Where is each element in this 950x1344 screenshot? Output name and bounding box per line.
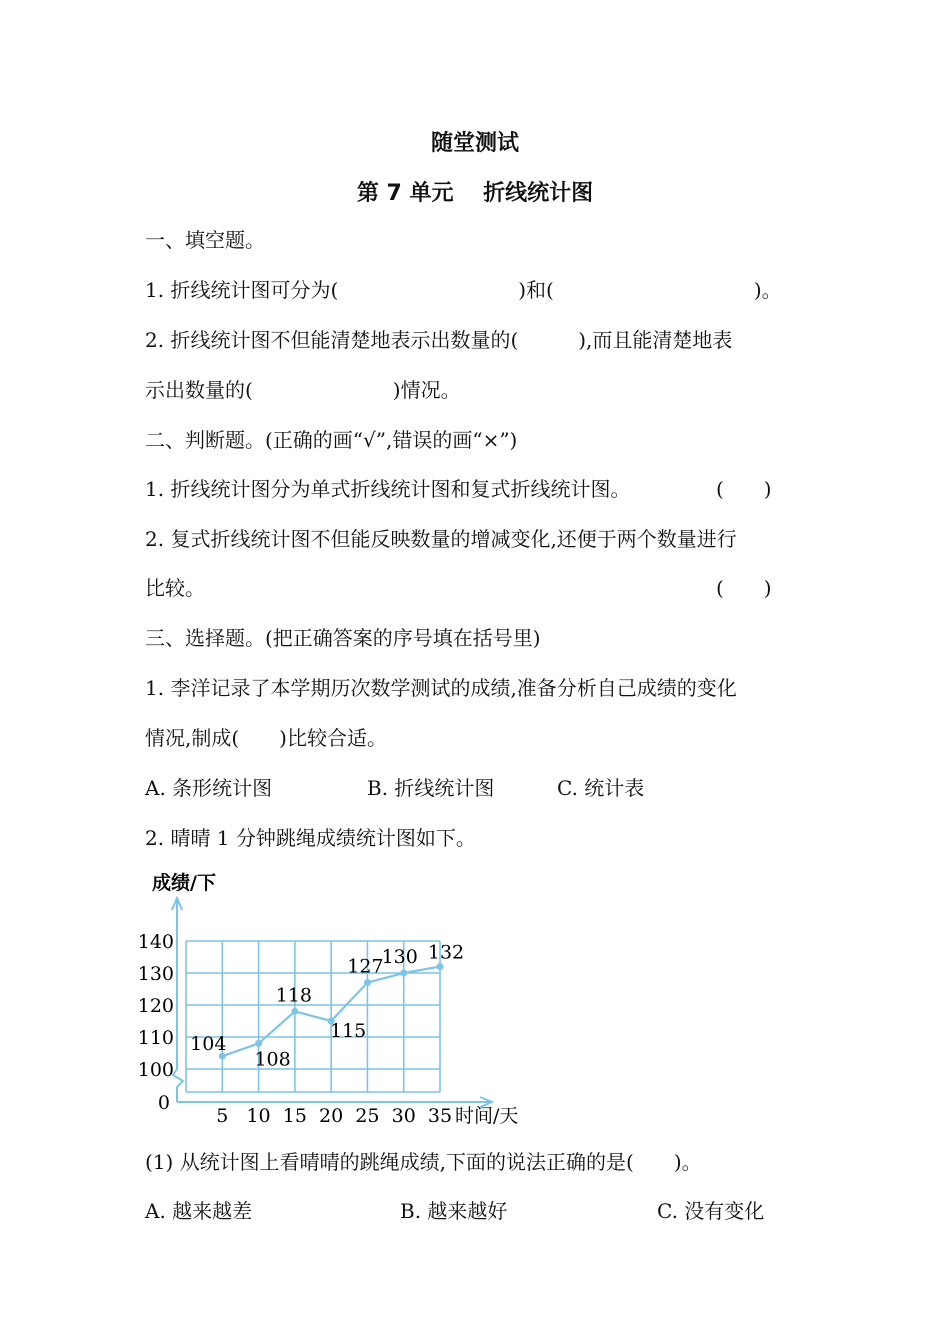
page-title: 随堂测试 bbox=[430, 131, 519, 156]
y-tick-label: 100 bbox=[140, 1059, 174, 1081]
y-axis-line bbox=[173, 900, 183, 1102]
y-tick-label: 0 bbox=[157, 1092, 170, 1114]
x-tick-label: 5 bbox=[216, 1105, 229, 1127]
unit-title: 第 7 单元 折线统计图 bbox=[356, 181, 594, 206]
y-tick-label: 120 bbox=[140, 995, 174, 1017]
section3-question-2-sub1: (1) 从统计图上看晴晴的跳绳成绩,下面的说法正确的是( )。 bbox=[145, 1150, 702, 1174]
x-axis-label: 时间/天 bbox=[455, 1105, 519, 1127]
chart-svg bbox=[140, 862, 560, 1137]
section3-question-1-line2: 情况,制成( )比较合适。 bbox=[145, 726, 387, 750]
data-point bbox=[255, 1040, 262, 1047]
x-tick-label: 25 bbox=[355, 1105, 380, 1127]
section2-question-2-line2: 比较。 bbox=[145, 576, 205, 600]
section2-question-2-answer-paren: ( ) bbox=[716, 576, 772, 600]
data-label: 115 bbox=[330, 1020, 367, 1042]
section2-question-2-line1: 2. 复式折线统计图不但能反映数量的增减变化,还便于两个数量进行 bbox=[145, 527, 737, 551]
q2-option-a: A. 越来越差 bbox=[145, 1199, 253, 1223]
x-tick-label: 35 bbox=[427, 1105, 453, 1127]
chart-axes bbox=[172, 898, 492, 1107]
section2-heading: 二、判断题。(正确的画“√”,错误的画“×”) bbox=[145, 428, 518, 452]
x-tick-label: 20 bbox=[319, 1105, 344, 1127]
section3-heading: 三、选择题。(把正确答案的序号填在括号里) bbox=[145, 626, 541, 650]
data-point bbox=[437, 963, 444, 970]
y-tick-label: 130 bbox=[140, 963, 174, 985]
y-tick-label: 140 bbox=[140, 931, 174, 953]
section3-question-2-line1: 2. 晴晴 1 分钟跳绳成绩统计图如下。 bbox=[145, 826, 476, 850]
data-label: 132 bbox=[427, 941, 465, 964]
q1-option-b: B. 折线统计图 bbox=[367, 776, 495, 800]
y-axis-label: 成绩/下 bbox=[152, 872, 216, 894]
x-tick-label: 10 bbox=[246, 1105, 271, 1127]
section1-question-1: 1. 折线统计图可分为( )和( )。 bbox=[145, 278, 782, 302]
data-point bbox=[400, 970, 407, 977]
section1-heading: 一、填空题。 bbox=[145, 228, 265, 252]
section1-question-2-line1: 2. 折线统计图不但能清楚地表示出数量的( ),而且能清楚地表 bbox=[145, 328, 733, 352]
x-tick-label: 30 bbox=[391, 1105, 416, 1127]
y-tick-label: 110 bbox=[140, 1027, 174, 1049]
q1-option-c: C. 统计表 bbox=[557, 776, 645, 800]
data-label: 127 bbox=[347, 955, 384, 978]
data-label: 104 bbox=[190, 1033, 227, 1056]
data-point bbox=[364, 979, 371, 986]
data-point bbox=[291, 1008, 298, 1015]
section2-question-1-answer-paren: ( ) bbox=[716, 477, 772, 501]
data-label: 118 bbox=[275, 984, 312, 1007]
chart-series bbox=[190, 942, 464, 1071]
data-label: 108 bbox=[254, 1048, 291, 1071]
x-tick-label: 15 bbox=[282, 1105, 307, 1127]
q2-option-c: C. 没有变化 bbox=[657, 1199, 765, 1223]
section2-question-1: 1. 折线统计图分为单式折线统计图和复式折线统计图。 bbox=[145, 477, 631, 501]
data-label: 130 bbox=[381, 946, 418, 968]
section1-question-2-line2: 示出数量的( )情况。 bbox=[145, 378, 461, 402]
q1-option-a: A. 条形统计图 bbox=[145, 776, 273, 800]
jump-rope-line-chart bbox=[140, 862, 560, 1137]
q2-option-b: B. 越来越好 bbox=[400, 1199, 508, 1223]
section3-question-1-line1: 1. 李洋记录了本学期历次数学测试的成绩,准备分析自己成绩的变化 bbox=[145, 676, 737, 700]
